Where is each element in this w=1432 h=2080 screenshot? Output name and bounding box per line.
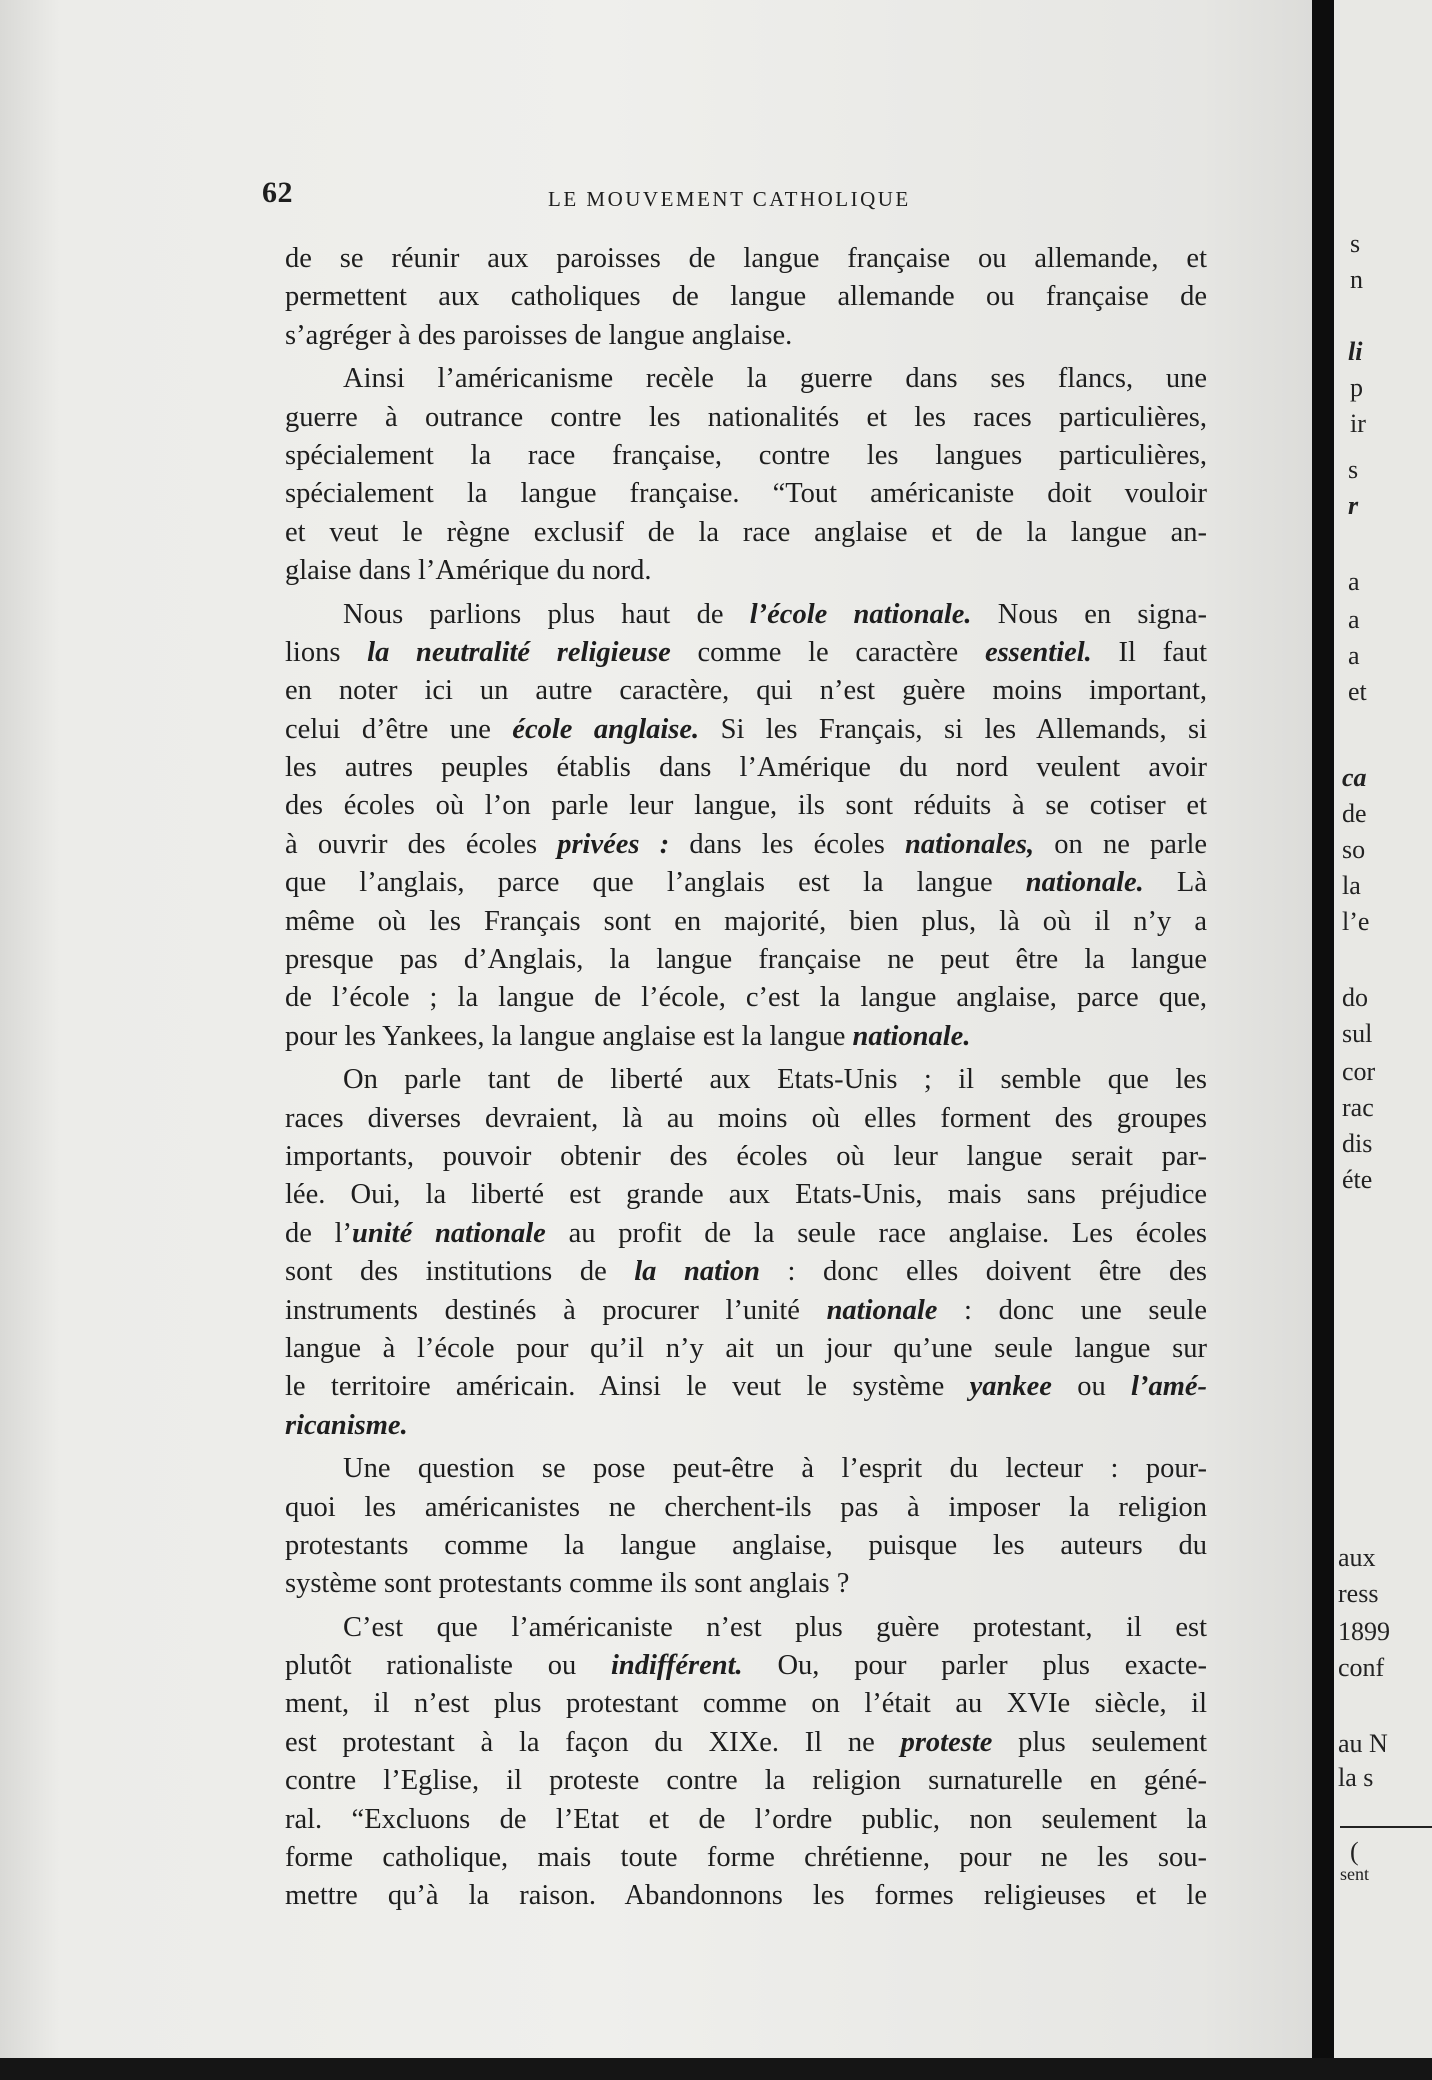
scan-bottom-edge (0, 2058, 1432, 2080)
facing-page-fragment: p (1350, 373, 1363, 402)
paragraph-4 (285, 1061, 1207, 1445)
text-line: de se réunir aux paroisses de langue française ou allemande, et (285, 243, 1207, 274)
paragraph-6 (285, 1609, 1207, 1916)
page-number: 62 (262, 176, 293, 209)
text-line: plutôt rationaliste ou indifférent. Ou, pour parler plus exacte- (285, 1650, 1207, 1682)
facing-page-fragment: a (1348, 641, 1360, 670)
text-line: Nous parlions plus haut de l’école nationale. Nous en signa- (343, 598, 1207, 630)
emphasis: nationale. (1025, 867, 1144, 899)
text-line: ral. “Excluons de l’Etat et de l’ordre public, non seulement la (285, 1803, 1207, 1835)
facing-page-fragment: la (1342, 871, 1361, 900)
facing-page-fragment: s (1350, 229, 1361, 258)
facing-page-fragment: r (1348, 491, 1359, 520)
facing-page-fragment: de (1342, 799, 1367, 828)
emphasis: l’école nationale. (749, 598, 972, 630)
facing-page-fragment: li (1348, 337, 1363, 366)
text-line: lions la neutralité religieuse comme le caractère essentiel. Il faut (285, 636, 1207, 668)
paragraph-5 (285, 1450, 1207, 1604)
text-line: spécialement la race française, contre les langues particulières, (285, 439, 1207, 471)
text-line: celui d’être une école anglaise. Si les Français, si les Allemands, si (285, 713, 1208, 745)
paragraph-3 (285, 596, 1207, 1057)
text-line: Une question se pose peut-être à l’esprit du lecteur : pour- (343, 1453, 1207, 1485)
book-gutter (1312, 0, 1334, 2080)
facing-page-fragment: ( (1350, 1837, 1359, 1866)
emphasis: yankee (969, 1371, 1052, 1403)
body-text (285, 240, 1207, 1921)
text-line: le territoire américain. Ainsi le veut le système yankee ou l’amé- (285, 1371, 1207, 1403)
text-line: de l’unité nationale au profit de la seule race anglaise. Les écoles (285, 1217, 1207, 1249)
facing-page-fragment: la s (1338, 1763, 1374, 1792)
text-line: contre l’Eglise, il proteste contre la religion surnaturelle en géné- (285, 1765, 1207, 1797)
text-line: forme catholique, mais toute forme chrétienne, pour ne les sou- (285, 1842, 1207, 1874)
emphasis: la nation (634, 1256, 761, 1288)
text-line: et veut le règne exclusif de la race anglaise et de la langue an- (285, 516, 1207, 548)
facing-page-fragment: dis (1342, 1129, 1373, 1158)
text-line: pour les Yankees, la langue anglaise est la langue nationale. (285, 1020, 971, 1052)
emphasis: ricanisme. (285, 1409, 408, 1441)
text-line: de l’école ; la langue de l’école, c’est la langue anglaise, parce que, (285, 982, 1207, 1014)
text-line: à ouvrir des écoles privées : dans les écoles nationales, on ne parle (285, 828, 1208, 860)
facing-page-fragment: ca (1342, 763, 1367, 792)
text-line: Ainsi l’américanisme recèle la guerre dans ses flancs, une (343, 363, 1207, 395)
emphasis: proteste (900, 1726, 993, 1758)
emphasis: nationales, (905, 828, 1035, 860)
text-line: glaise dans l’Amérique du nord. (285, 555, 652, 587)
facing-page-fragment: 1899 (1338, 1617, 1390, 1646)
facing-page-edge (1334, 0, 1432, 2080)
text-line: les autres peuples établis dans l’Amérique du nord veulent avoir (285, 752, 1207, 784)
text-line: même où les Français sont en majorité, bien plus, là où il n’y a (285, 905, 1207, 937)
paragraph-1 (285, 240, 1207, 355)
emphasis: nationale (826, 1294, 938, 1326)
facing-page-fragment: aux (1338, 1543, 1376, 1572)
emphasis: la neutralité religieuse (367, 636, 671, 668)
text-line: sont des institutions de la nation : donc elles doivent être des (285, 1256, 1207, 1288)
text-line: mettre qu’à la raison. Abandonnons les formes religieuses et le (285, 1880, 1207, 1912)
emphasis: essentiel. (984, 636, 1092, 668)
facing-page-fragment: et (1348, 677, 1367, 706)
text-line: système sont protestants comme ils sont anglais ? (285, 1568, 850, 1600)
facing-page-fragment: au N (1338, 1729, 1388, 1758)
facing-page-fragment: a (1348, 605, 1360, 634)
text-line: instruments destinés à procurer l’unité nationale : donc une seule (285, 1294, 1207, 1326)
running-title: LE MOUVEMENT CATHOLIQUE (548, 187, 911, 211)
facing-page-fragment: do (1342, 983, 1368, 1012)
text-line: presque pas d’Anglais, la langue française ne peut être la langue (285, 944, 1207, 976)
facing-page-fragment: sent (1340, 1864, 1369, 1884)
text-line: ment, il n’est plus protestant comme on l’était au XVIe siècle, il (285, 1688, 1207, 1720)
facing-page-fragment: so (1342, 835, 1366, 864)
emphasis: privées : (557, 828, 670, 860)
text-line: des écoles où l’on parle leur langue, ils sont réduits à se cotiser et (285, 790, 1207, 822)
facing-page-fragment: ir (1350, 409, 1366, 438)
facing-page-fragment: n (1350, 265, 1363, 294)
text-line: C’est que l’américaniste n’est plus guère protestant, il est (343, 1611, 1207, 1643)
text-line: s’agréger à des paroisses de langue anglaise. (285, 319, 793, 351)
facing-page-fragment: sul (1342, 1019, 1373, 1048)
text-line: guerre à outrance contre les nationalités et les races particulières, (285, 401, 1207, 433)
emphasis: unité nationale (352, 1217, 546, 1249)
text-line: lée. Oui, la liberté est grande aux Etats-Unis, mais sans préjudice (285, 1179, 1207, 1211)
footnote-rule (1340, 1826, 1432, 1828)
text-line: langue à l’école pour qu’il n’y ait un jour qu’une seule langue sur (285, 1332, 1207, 1364)
facing-page-fragment: éte (1342, 1165, 1373, 1194)
facing-page-fragment: a (1348, 567, 1360, 596)
text-line: quoi les américanistes ne cherchent-ils pas à imposer la religion (285, 1491, 1207, 1523)
text-line: en noter ici un autre caractère, qui n’est guère moins important, (285, 675, 1207, 707)
paragraph-2 (285, 360, 1207, 590)
emphasis: nationale. (852, 1020, 971, 1052)
facing-page-fragment: ress (1338, 1579, 1379, 1608)
facing-page-fragment: rac (1342, 1093, 1374, 1122)
facing-page-fragment: conf (1338, 1653, 1385, 1682)
text-line: importants, pouvoir obtenir des écoles où leur langue serait par- (285, 1140, 1207, 1172)
text-line: que l’anglais, parce que l’anglais est la langue nationale. Là (285, 867, 1207, 899)
facing-page-fragment: cor (1342, 1057, 1376, 1086)
text-line: permettent aux catholiques de langue allemande ou française de (285, 281, 1207, 313)
text-line: est protestant à la façon du XIXe. Il ne proteste plus seulement (285, 1726, 1207, 1758)
emphasis: l’amé- (1131, 1371, 1207, 1403)
emphasis: école anglaise. (512, 713, 700, 745)
facing-page-fragment: l’e (1342, 907, 1370, 936)
text-line: On parle tant de liberté aux Etats-Unis ; il semble que les (343, 1064, 1207, 1096)
text-line: races diverses devraient, là au moins où elles forment des groupes (285, 1102, 1207, 1134)
text-line (285, 1407, 1207, 1445)
text-line: protestants comme la langue anglaise, puisque les auteurs du (285, 1529, 1207, 1561)
emphasis: indifférent. (610, 1650, 743, 1682)
text-line: spécialement la langue française. “Tout américaniste doit vouloir (285, 478, 1207, 510)
facing-page-fragment: s (1348, 455, 1359, 484)
